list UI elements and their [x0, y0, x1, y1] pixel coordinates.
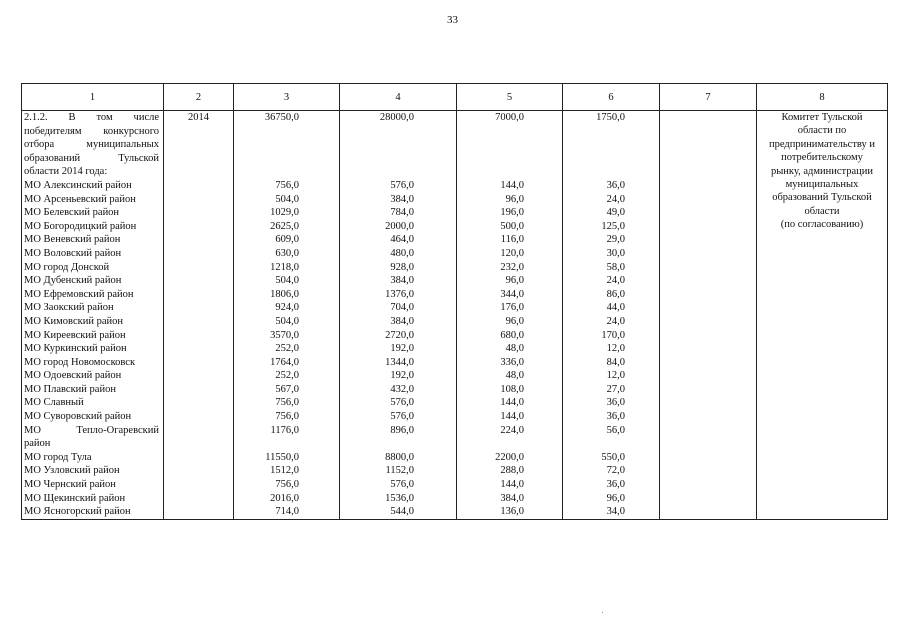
responsible-column: [757, 111, 888, 520]
amount-cell: 48,0: [505, 370, 524, 382]
amount-cell: 176,0: [500, 302, 524, 314]
responsible-party: [757, 111, 887, 232]
amount-cell: 1176,0: [270, 424, 299, 436]
year-column: [164, 111, 234, 520]
amount-cell: 500,0: [500, 220, 524, 232]
amount-cell: 1806,0: [270, 288, 299, 300]
blank-line: [164, 138, 233, 152]
municipality-name: МО Одоевский район: [24, 370, 122, 382]
intro-text-line: образований Тульской: [24, 152, 159, 164]
amount-cell: 1344,0: [385, 356, 414, 368]
municipality-name: МО Воловский район: [24, 247, 122, 259]
amount-cell: 144,0: [500, 411, 524, 423]
municipality-name: МО Киреевский район: [24, 329, 126, 341]
amount-cell: 567,0: [275, 383, 299, 395]
amount-cell: 344,0: [500, 288, 524, 300]
amount-cell: 11550,0: [265, 451, 299, 463]
amount-cell: 504,0: [275, 193, 299, 205]
amount-cell: 756,0: [275, 397, 299, 409]
amount-cell: 224,0: [500, 424, 524, 436]
amount-cell: 504,0: [275, 315, 299, 327]
amount-cell: 432,0: [390, 383, 414, 395]
responsible-line: (по согласованию): [780, 219, 864, 231]
municipality-name: МО город Тула: [24, 451, 92, 463]
amount-cell: 252,0: [275, 343, 299, 355]
responsible-line: муниципальных: [785, 179, 859, 191]
amount-cell: 576,0: [390, 397, 414, 409]
amount-cell: 72,0: [606, 465, 625, 477]
amount-cell: 704,0: [390, 302, 414, 314]
amount-cell: 30,0: [606, 247, 625, 259]
scan-speck: [602, 612, 603, 613]
blank-line: [340, 138, 456, 152]
municipality-name: МО Узловский район: [24, 465, 120, 477]
amount-cell: 49,0: [606, 207, 625, 219]
amount-cell: 116,0: [500, 234, 524, 246]
amount-cell: 928,0: [390, 261, 414, 273]
amount-cell: 252,0: [275, 370, 299, 382]
responsible-line: предпринимательству и: [768, 138, 876, 150]
amount-cell: 1218,0: [270, 261, 299, 273]
amount-cell: 12,0: [606, 343, 625, 355]
amount-cell: 84,0: [606, 356, 625, 368]
header-col-6: 6: [563, 84, 660, 111]
amount-cell: 504,0: [275, 275, 299, 287]
blank-line: [164, 165, 233, 179]
amount-column-5: [457, 111, 563, 520]
responsible-line: Комитет Тульской: [781, 112, 863, 123]
intro-text-line: 2.1.2. В том числе: [24, 112, 159, 123]
blank-line: [340, 437, 456, 451]
municipality-name: МО Щекинский район: [24, 492, 126, 504]
municipality-name: МО Куркинский район: [24, 343, 127, 355]
blank-line: [457, 165, 562, 179]
amount-cell: 3570,0: [270, 329, 299, 341]
header-col-7: 7: [660, 84, 757, 111]
amount-cell: 144,0: [500, 397, 524, 409]
amount-cell: 144,0: [500, 479, 524, 491]
amount-cell: 576,0: [390, 479, 414, 491]
blank-line: [457, 138, 562, 152]
municipality-column: [22, 111, 164, 520]
amount-cell: 384,0: [500, 492, 524, 504]
amount-cell: 86,0: [606, 288, 625, 300]
blank-line: [234, 165, 339, 179]
amount-cell: 24,0: [606, 193, 625, 205]
municipality-name: район: [24, 438, 51, 450]
amount-cell: 384,0: [390, 315, 414, 327]
amount-cell: 924,0: [275, 302, 299, 314]
amount-cell: 550,0: [601, 451, 625, 463]
header-row: [22, 84, 888, 111]
amount-cell: 1376,0: [385, 288, 414, 300]
amount-cell: 384,0: [390, 275, 414, 287]
amount-cell: 24,0: [606, 315, 625, 327]
blank-line: [164, 125, 233, 139]
municipality-name: МО Заокский район: [24, 302, 114, 314]
responsible-line: области по: [797, 125, 847, 137]
amount-cell: 2625,0: [270, 220, 299, 232]
amount-cell: 756,0: [275, 411, 299, 423]
responsible-line: рынку, администрации: [771, 165, 873, 177]
amount-cell: 1029,0: [270, 207, 299, 219]
total-cell: 7000,0: [495, 112, 524, 123]
header-col-3: 3: [234, 84, 340, 111]
header-col-1: 1: [22, 84, 164, 111]
municipality-name: МО Богородицкий район: [24, 220, 137, 232]
amount-cell: 1512,0: [270, 465, 299, 477]
amount-cell: 36,0: [606, 397, 625, 409]
municipality-name: МО Алексинский район: [24, 179, 132, 191]
amount-cell: 120,0: [500, 247, 524, 259]
page-number: 33: [447, 14, 458, 26]
amount-cell: 27,0: [606, 383, 625, 395]
blank-line: [563, 125, 659, 139]
amount-cell: 336,0: [500, 356, 524, 368]
amount-cell: 232,0: [500, 261, 524, 273]
blank-line: [563, 152, 659, 166]
amount-cell: 1152,0: [385, 465, 414, 477]
amount-cell: 2720,0: [385, 329, 414, 341]
amount-cell: 36,0: [606, 179, 625, 191]
amount-cell: 464,0: [390, 234, 414, 246]
blank-line: [164, 152, 233, 166]
blank-line: [234, 138, 339, 152]
amount-cell: 34,0: [606, 506, 625, 518]
amount-cell: 480,0: [390, 247, 414, 259]
blank-line: [234, 125, 339, 139]
municipality-name: МО Дубенский район: [24, 275, 122, 287]
total-cell: 1750,0: [596, 112, 625, 123]
intro-text-line: победителям конкурсного: [24, 125, 159, 137]
program-table: [21, 83, 888, 520]
amount-cell: 58,0: [606, 261, 625, 273]
amount-cell: 714,0: [275, 506, 299, 518]
amount-cell: 96,0: [505, 275, 524, 287]
amount-cell: 384,0: [390, 193, 414, 205]
amount-cell: 96,0: [505, 315, 524, 327]
municipality-name: МО Тепло-Огаревский: [24, 424, 159, 436]
responsible-line: области: [804, 205, 840, 217]
amount-column-3: [234, 111, 340, 520]
amount-cell: 288,0: [500, 465, 524, 477]
municipality-name: МО Суворовский район: [24, 411, 132, 423]
amount-cell: 756,0: [275, 179, 299, 191]
header-col-5: 5: [457, 84, 563, 111]
municipality-name: МО Арсеньевский район: [24, 193, 136, 205]
municipality-name: МО Плавский район: [24, 383, 116, 395]
amount-cell: 136,0: [500, 506, 524, 518]
amount-cell: 36,0: [606, 411, 625, 423]
year-cell: 2014: [188, 112, 209, 123]
municipality-name: МО Славный: [24, 397, 84, 409]
header-col-8: 8: [757, 84, 888, 111]
municipality-name: МО Веневский район: [24, 234, 121, 246]
blank-line: [563, 138, 659, 152]
municipality-name: МО Кимовский район: [24, 315, 123, 327]
blank-line: [340, 152, 456, 166]
amount-cell: 108,0: [500, 383, 524, 395]
municipality-name: МО город Донской: [24, 261, 110, 273]
header-col-4: 4: [340, 84, 457, 111]
amount-cell: 192,0: [390, 370, 414, 382]
amount-cell: 756,0: [275, 479, 299, 491]
amount-cell: 2000,0: [385, 220, 414, 232]
amount-cell: 8800,0: [385, 451, 414, 463]
amount-cell: 1536,0: [385, 492, 414, 504]
blank-line: [340, 125, 456, 139]
intro-text-line: области 2014 года:: [24, 166, 108, 178]
amount-cell: 24,0: [606, 275, 625, 287]
body-row: [22, 111, 888, 520]
amount-cell: 630,0: [275, 247, 299, 259]
responsible-line: образований Тульской: [772, 192, 872, 204]
total-cell: 28000,0: [379, 112, 414, 123]
amount-column-6: [563, 111, 660, 520]
amount-cell: 576,0: [390, 411, 414, 423]
responsible-line: потребительскому: [781, 152, 863, 164]
amount-cell: 144,0: [500, 179, 524, 191]
amount-cell: 12,0: [606, 370, 625, 382]
blank-line: [563, 165, 659, 179]
amount-cell: 784,0: [390, 207, 414, 219]
municipality-name: МО Чернский район: [24, 479, 116, 491]
amount-cell: 36,0: [606, 479, 625, 491]
amount-cell: 576,0: [390, 179, 414, 191]
amount-cell: 56,0: [606, 424, 625, 436]
blank-line: [340, 165, 456, 179]
municipality-name: МО Ясногорский район: [24, 506, 131, 518]
municipality-name: МО Белевский район: [24, 207, 120, 219]
blank-line: [457, 125, 562, 139]
blank-line: [457, 152, 562, 166]
total-cell: 36750,0: [264, 112, 299, 123]
municipality-name: МО город Новомосковск: [24, 356, 136, 368]
amount-cell: 609,0: [275, 234, 299, 246]
blank-line: [563, 437, 659, 451]
blank-line: [234, 437, 339, 451]
intro-text-line: отбора муниципальных: [24, 139, 159, 151]
amount-column-4: [340, 111, 457, 520]
empty-column-7: [660, 111, 757, 520]
amount-cell: 680,0: [500, 329, 524, 341]
amount-cell: 96,0: [505, 193, 524, 205]
amount-cell: 1764,0: [270, 356, 299, 368]
amount-cell: 2016,0: [270, 492, 299, 504]
amount-cell: 196,0: [500, 207, 524, 219]
amount-cell: 29,0: [606, 234, 625, 246]
blank-line: [234, 152, 339, 166]
amount-cell: 2200,0: [495, 451, 524, 463]
amount-cell: 896,0: [390, 424, 414, 436]
amount-cell: 192,0: [390, 343, 414, 355]
amount-cell: 96,0: [606, 492, 625, 504]
amount-cell: 48,0: [505, 343, 524, 355]
municipality-name: МО Ефремовский район: [24, 288, 134, 300]
amount-cell: 544,0: [390, 506, 414, 518]
amount-cell: 170,0: [601, 329, 625, 341]
blank-line: [457, 437, 562, 451]
amount-cell: 44,0: [606, 302, 625, 314]
header-col-2: 2: [164, 84, 234, 111]
amount-cell: 125,0: [601, 220, 625, 232]
